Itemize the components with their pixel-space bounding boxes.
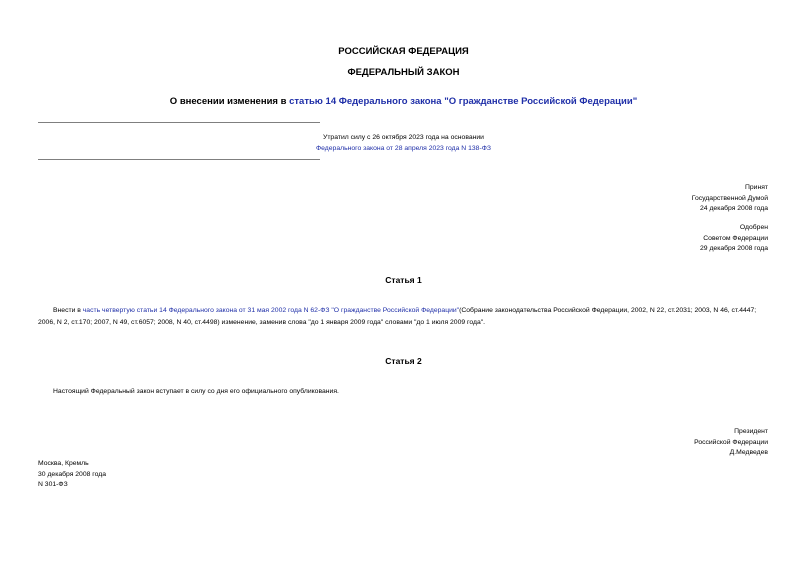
approved-label: Одобрен [739, 224, 768, 231]
article-1-text [38, 305, 770, 328]
place: Москва, Кремль [38, 460, 89, 467]
article-1-text-rest: (Собрание законодательства Российской Федерации, 2002, N 22, ст.2031; 2003, N 46, ст.4447; 2006, N 2, ст.170; 2007, N 49, ст.6057; 2008, N 40, ст.4498) изменение, заменив слова "до 1 января 2009 года" словами "до 1 июля 2009 года". [38, 307, 757, 326]
law-title [0, 96, 807, 107]
law-type-heading: ФЕДЕРАЛЬНЫЙ ЗАКОН [347, 67, 460, 78]
adopted-body: Государственной Думой [691, 194, 768, 202]
article-2-heading: Статья 2 [385, 356, 422, 366]
article-1-text-prefix: Внести в [53, 307, 83, 314]
country-heading: РОССИЙСКАЯ ФЕДЕРАЦИЯ [338, 46, 469, 57]
place-date-block [38, 459, 106, 491]
approved-block [700, 223, 768, 255]
notice-divider-bottom [38, 159, 320, 160]
law-title-link[interactable]: статью 14 Федерального закона "О гражданстве Российской Федерации" [289, 96, 638, 107]
law-title-prefix: О внесении изменения в [169, 96, 290, 107]
signature-name: Д.Медведев [729, 449, 768, 456]
article-1-heading: Статья 1 [385, 275, 422, 285]
repeal-notice-link[interactable]: Федерального закона от 28 апреля 2023 года N 138-ФЗ [316, 145, 491, 152]
adopted-block [692, 183, 768, 215]
approved-date: 29 декабря 2008 года [700, 245, 768, 252]
article-1-link[interactable]: часть четвертую статьи 14 Федерального закона от 31 мая 2002 года N 62-ФЗ "О гражданстве Российской Федерации" [82, 307, 460, 314]
repeal-notice-text: Утратил силу с 26 октября 2023 года на основании [323, 134, 484, 141]
repeal-notice-line [0, 145, 807, 152]
article-2-text: Настоящий Федеральный закон вступает в силу со дня его официального опубликования. [53, 388, 339, 395]
signature-title: Президент [734, 428, 768, 435]
approved-body: Советом Федерации [703, 234, 768, 242]
signature-country: Российской Федерации [694, 438, 768, 446]
notice-divider-top [38, 122, 320, 123]
adopted-date: 24 декабря 2008 года [700, 205, 768, 212]
law-number: N 301-ФЗ [38, 481, 68, 488]
signature-block [694, 427, 768, 459]
adopted-label: Принят [744, 184, 768, 191]
signing-date: 30 декабря 2008 года [38, 470, 106, 478]
